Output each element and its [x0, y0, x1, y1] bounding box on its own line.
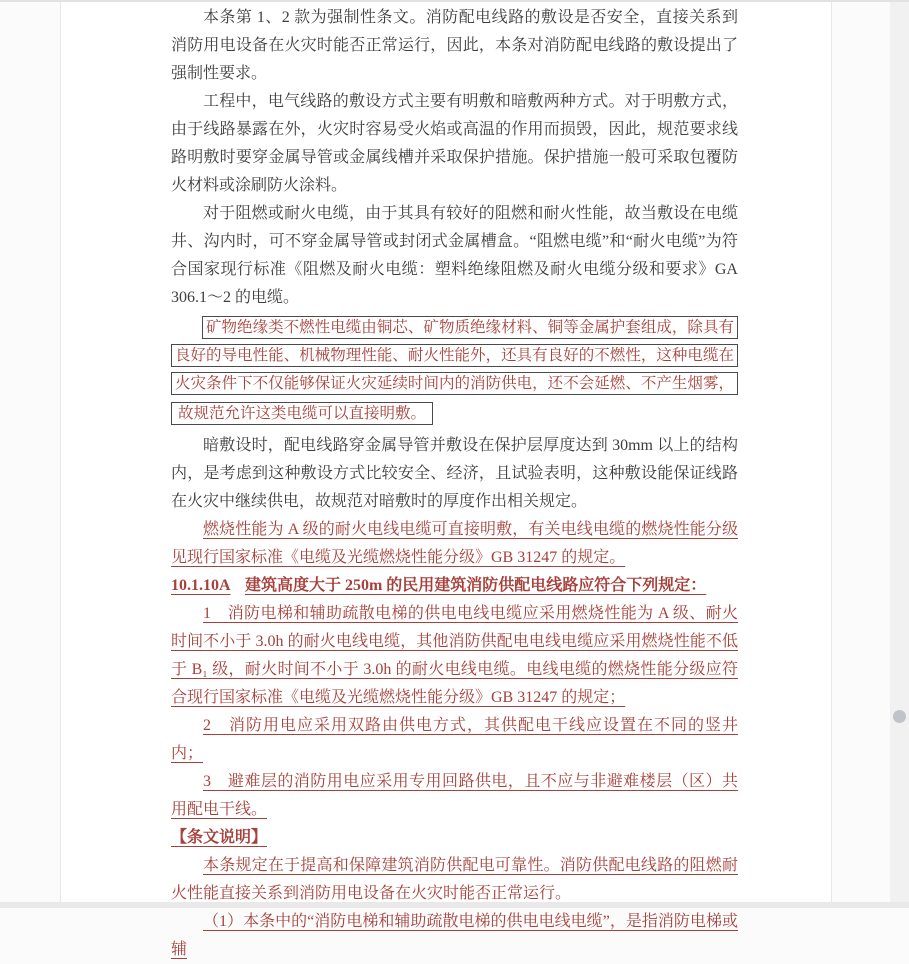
paragraph-mandatory-clause: 本条第 1、2 款为强制性条文。消防配电线路的敷设是否安全，直接关系到消防用电设备在火灾时能否正常运行，因此，本条对消防配电线路的敷设提出了强制性要求。: [171, 9, 738, 82]
clause-item-2: 2 消防用电应采用双路由供电方式，其供配电干线应设置在不同的竖井内；: [171, 717, 738, 762]
explanation-paragraph-1: 本条规定在于提高和保障建筑消防供配电可靠性。消防供配电线路的阻燃耐火性能直接关系到消防用电设备在火灾时能否正常运行。: [171, 857, 738, 902]
top-divider: [0, 0, 909, 2]
highlighted-boxed-section: [171, 316, 738, 430]
clause-item-1: 1 消防电梯和辅助疏散电梯的供电电线电缆应采用燃烧性能为 A 级、耐火时间不小于 3.0h 的耐火电线电缆，其他消防供配电电线电缆应采用燃烧性能不低于 B₁ 级，耐火时间不小于 3.0h 的耐火电线电缆。电线电缆的燃烧性能分级应符合现行国家标准《电缆及光缆燃烧性能分级》GB 31247 的规定；: [171, 605, 738, 706]
bottom-divider: [0, 902, 909, 908]
document-content: [171, 4, 738, 964]
paragraph-concealed-wiring: 暗敷设时，配电线路穿金属导管并敷设在保护层厚度达到 30mm 以上的结构内，是考虑到这种敷设方式比较安全、经济，且试验表明，这种敷设能保证线路在火灾中继续供电，故规范对暗敷时的厚度作出相关规定。: [171, 437, 738, 510]
paragraph-wiring-methods: 工程中，电气线路的敷设方式主要有明敷和暗敷两种方式。对于明敷方式，由于线路暴露在外，火灾时容易受火焰或高温的作用而损毁，因此，规范要求线路明敷时要穿金属导管或金属线槽并采取保护措施。保护措施一般可采取包覆防火材料或涂刷防火涂料。: [171, 93, 738, 194]
clause-heading: [171, 572, 738, 600]
clause-item-3: 3 避难层的消防用电应采用专用回路供电，且不应与非避难楼层（区）共用配电干线。: [171, 773, 738, 818]
scrollbar-thumb[interactable]: [893, 710, 906, 723]
highlight-box-line-3: 火灾条件下不仅能够保证火灾延续时间内的消防供电，还不会延燃、不产生烟雾，: [171, 372, 738, 395]
paragraph-flame-retardant-cables: 对于阻燃或耐火电缆，由于其具有较好的阻燃和耐火性能，故当敷设在电缆井、沟内时，可不穿金属导管或封闭式金属槽盒。“阻燃电缆”和“耐火电缆”为符合国家现行标准《阻燃及耐火电缆：塑料绝缘阻燃及耐火电缆分级和要求》GA 306.1～2 的电缆。: [171, 205, 738, 306]
highlight-box-line-1: 矿物绝缘类不燃性电缆由铜芯、矿物质绝缘材料、铜等金属护套组成，除具有: [202, 316, 738, 339]
clause-title: 建筑高度大于 250m 的民用建筑消防供配电线路应符合下列规定：: [244, 577, 707, 594]
document-page: [60, 0, 832, 958]
scrollbar-track[interactable]: [890, 0, 909, 908]
paragraph-class-a-note: 燃烧性能为 A 级的耐火电线电缆可直接明敷，有关电线电缆的燃烧性能分级见现行国家标准《电缆及光缆燃烧性能分级》GB 31247 的规定。: [171, 521, 738, 566]
clause-number: 10.1.10A: [171, 577, 231, 594]
explanation-paragraph-2: （1）本条中的“消防电梯和辅助疏散电梯的供电电线电缆”，是指消防电梯或辅: [171, 913, 738, 958]
highlight-box-line-4: 故规范允许这类电缆可以直接明敷。: [171, 402, 433, 425]
highlight-box-line-2: 良好的导电性能、机械物理性能、耐火性能外，还具有良好的不燃性，这种电缆在: [171, 344, 738, 367]
explanation-header: 【条文说明】: [171, 829, 268, 846]
